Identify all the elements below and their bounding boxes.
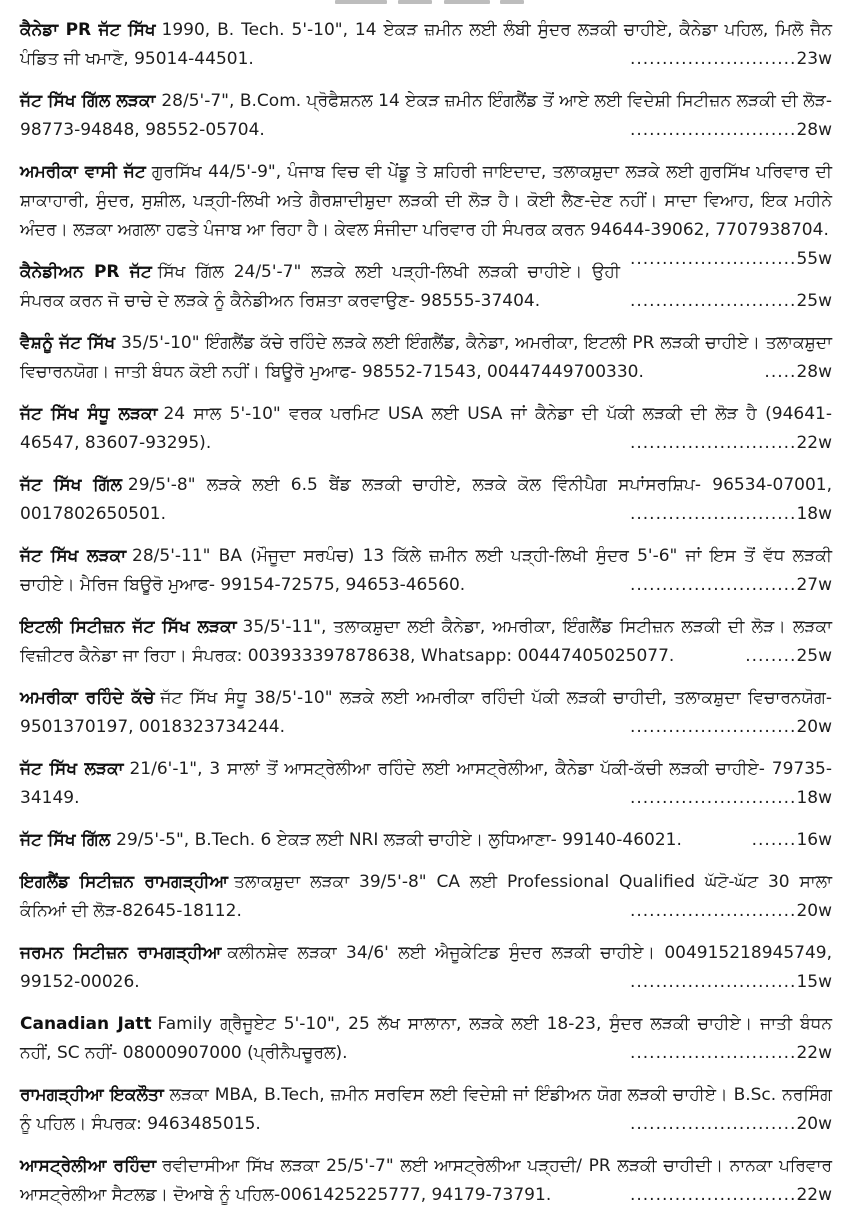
word-count	[754, 358, 832, 387]
dot-leader: ..........................	[629, 433, 797, 453]
word-count	[620, 116, 832, 145]
dot-leader: ..........................	[629, 1114, 797, 1134]
dot-leader: ..........................	[629, 717, 797, 737]
ad-lead: ਰਾਮਗੜ੍ਹੀਆ ਇਕਲੌਤਾ	[20, 1085, 164, 1105]
classified-ad	[20, 1010, 832, 1068]
ad-lead: ਜੱਟ ਸਿੱਖ ਲੜਕਾ	[20, 546, 127, 566]
ad-lead: ਜੱਟ ਸਿੱਖ ਗਿੱਲ ਲੜਕਾ	[20, 91, 156, 111]
word-count-value: 22w	[796, 433, 832, 453]
word-count	[620, 1039, 832, 1068]
dot-leader: .......	[751, 830, 797, 850]
word-count	[620, 1181, 832, 1210]
ad-body: ਤਲਾਕਸ਼ੁਦਾ ਲੜਕਾ 39/5'-8" CA ਲਈ Professional Qualified ਘੱਟੋ-ਘੱਟ 30 ਸਾਲਾ ਕੰਨਿਆਂ ਦੀ ਲੋੜ-82645-18112.	[20, 872, 833, 921]
classified-ad	[20, 329, 832, 387]
ad-body: 35/5'-10" ਇੰਗਲੈਂਡ ਕੱਚੇ ਰਹਿੰਦੇ ਲੜਕੇ ਲਈ ਇੰਗਲੈਂਡ, ਕੈਨੇਡਾ, ਅਮਰੀਕਾ, ਇਟਲੀ PR ਲੜਕੀ ਚਾਹੀਏ। ਤਲਾਕਸ਼ੁਦਾ ਵਿਚਾਰਨਯੋਗ। ਜਾਤੀ ਬੰਧਨ ਕੋਈ ਨਹੀਂ। ਬਿਊਰੋ ਮੁਆਫ- 98552-71543, 00447449700330.	[20, 333, 832, 382]
ad-lead: ਜਰਮਨ ਸਿਟੀਜ਼ਨ ਰਾਮਗੜ੍ਹੀਆ	[20, 943, 222, 963]
ad-lead: ਕੈਨੇਡਾ PR ਜੱਟ ਸਿੱਖ	[20, 20, 156, 40]
dot-leader: ..........................	[629, 504, 797, 524]
word-count	[620, 245, 832, 274]
word-count-value: 22w	[796, 1185, 832, 1205]
dot-leader: ..........................	[629, 249, 797, 269]
word-count-value: 18w	[796, 788, 832, 808]
ad-body: 28/5'-11" BA (ਮੌਜੂਦਾ ਸਰਪੰਚ) 13 ਕਿੱਲੇ ਜ਼ਮੀਨ ਲਈ ਪੜ੍ਹੀ-ਲਿਖੀ ਸੁੰਦਰ 5'-6" ਜਾਂ ਇਸ ਤੋਂ ਵੱਧ ਲੜਕੀ ਚਾਹੀਏ। ਮੈਰਿਜ ਬਿਊਰੋ ਮੁਆਫ- 99154-72575, 94653-46560.	[20, 546, 832, 595]
ad-body: 29/5'-5", B.Tech. 6 ਏਕੜ ਲਈ NRI ਲੜਕੀ ਚਾਹੀਏ। ਲੁਧਿਆਣਾ- 99140-46021.	[116, 830, 682, 850]
classified-ad	[20, 868, 832, 926]
word-count	[620, 45, 832, 74]
word-count-value: 16w	[796, 830, 832, 850]
classified-ad	[20, 542, 832, 600]
word-count-value: 25w	[796, 291, 832, 311]
word-count	[742, 826, 832, 855]
word-count-value: 22w	[796, 1043, 832, 1063]
ad-body: ਕਲੀਨਸ਼ੇਵ ਲੜਕਾ 34/6' ਲਈ ਐਜੂਕੇਟਿਡ ਸੁੰਦਰ ਲੜਕੀ ਚਾਹੀਏ। 004915218945749, 99152-00026.	[20, 943, 832, 992]
classified-ad	[20, 16, 832, 74]
ad-lead: ਜੱਟ ਸਿੱਖ ਗਿੱਲ	[20, 830, 111, 850]
ad-body: ਸਿੱਖ ਗਿੱਲ 24/5'-7" ਲੜਕੇ ਲਈ ਪੜ੍ਹੀ-ਲਿਖੀ ਲੜਕੀ ਚਾਹੀਏ। ਉਹੀ ਸੰਪਰਕ ਕਰਨ ਜੋ ਚਾਚੇ ਦੇ ਲੜਕੇ ਨੂੰ ਕੈਨੇਡੀਅਨ ਰਿਸ਼ਤਾ ਕਰਵਾਉਣ- 98555-37404.	[20, 262, 620, 311]
ad-body: 1990, B. Tech. 5'-10", 14 ਏਕੜ ਜ਼ਮੀਨ ਲਈ ਲੰਬੀ ਸੁੰਦਰ ਲੜਕੀ ਚਾਹੀਏ, ਕੈਨੇਡਾ ਪਹਿਲ, ਮਿਲੋ ਜੈਨ ਪੰਡਿਤ ਜੀ ਖਮਾਣੋ, 95014-44501.	[20, 20, 832, 69]
ad-lead: ਜੱਟ ਸਿੱਖ ਲੜਕਾ	[20, 759, 124, 779]
dot-leader: ..........................	[629, 120, 797, 140]
word-count-value: 20w	[796, 1114, 832, 1134]
dot-leader: ..........................	[629, 972, 797, 992]
classified-ad	[20, 158, 832, 269]
word-count-value: 18w	[796, 504, 832, 524]
ad-lead: ਜੱਟ ਸਿੱਖ ਗਿੱਲ	[20, 475, 122, 495]
word-count	[620, 1110, 832, 1139]
ad-body: 24 ਸਾਲ 5'-10" ਵਰਕ ਪਰਮਿਟ USA ਲਈ USA ਜਾਂ ਕੈਨੇਡਾ ਦੀ ਪੱਕੀ ਲੜਕੀ ਦੀ ਲੋੜ ਹੈ (94641-46547, 83607-93295).	[20, 404, 832, 453]
word-count	[620, 968, 832, 997]
ad-body: Family ਗ੍ਰੈਜੂਏਟ 5'-10", 25 ਲੱਖ ਸਾਲਾਨਾ, ਲੜਕੇ ਲਈ 18-23, ਸੁੰਦਰ ਲੜਕੀ ਚਾਹੀਏ। ਜਾਤੀ ਬੰਧਨ ਨਹੀਂ, SC ਨਹੀਂ- 08000907000 (ਪ੍ਰੀਨੈਪਚੂਰਲ).	[20, 1014, 833, 1063]
ad-body: 35/5'-11", ਤਲਾਕਸ਼ੁਦਾ ਲਈ ਕੈਨੇਡਾ, ਅਮਰੀਕਾ, ਇੰਗਲੈਂਡ ਸਿਟੀਜ਼ਨ ਲੜਕੀ ਦੀ ਲੋੜ। ਲੜਕਾ ਵਿਜ਼ੀਟਰ ਕੈਨੇਡਾ ਜਾ ਰਿਹਾ। ਸੰਪਰਕ: 003933397878638, Whatsapp: 00447405025077.	[20, 617, 832, 666]
dot-leader: ..........................	[629, 901, 797, 921]
ad-lead: ਇਟਲੀ ਸਿਟੀਜ਼ਨ ਜੱਟ ਸਿੱਖ ਲੜਕਾ	[20, 617, 237, 637]
word-count-value: 27w	[796, 575, 832, 595]
word-count	[620, 784, 832, 813]
classified-ad	[20, 471, 832, 529]
dot-leader: ..........................	[629, 291, 797, 311]
word-count-value: 28w	[796, 362, 832, 382]
word-count	[620, 287, 832, 316]
ad-body: 28/5'-7", B.Com. ਪ੍ਰੋਫੈਸ਼ਨਲ 14 ਏਕੜ ਜ਼ਮੀਨ ਇੰਗਲੈਂਡ ਤੋਂ ਆਏ ਲਈ ਵਿਦੇਸ਼ੀ ਸਿਟੀਜ਼ਨ ਲੜਕੀ ਦੀ ਲੋੜ- 98773-94848, 98552-05704.	[20, 91, 832, 140]
ad-body: ਗੁਰਸਿੱਖ 44/5'-9", ਪੰਜਾਬ ਵਿਚ ਵੀ ਪੇਂਡੂ ਤੇ ਸ਼ਹਿਰੀ ਜਾਇਦਾਦ, ਤਲਾਕਸ਼ੁਦਾ ਲੜਕੇ ਲਈ ਗੁਰਸਿੱਖ ਪਰਿਵਾਰ ਦੀ ਸ਼ਾਕਾਹਾਰੀ, ਸੁੰਦਰ, ਸੁਸ਼ੀਲ, ਪੜ੍ਹੀ-ਲਿਖੀ ਅਤੇ ਗੈਰਸ਼ਾਦੀਸ਼ੁਦਾ ਲੜਕੀ ਦੀ ਲੋੜ ਹੈ। ਕੋਈ ਲੈਣ-ਦੇਣ ਨਹੀਂ। ਸਾਦਾ ਵਿਆਹ, ਇਕ ਮਹੀਨੇ ਅੰਦਰ। ਲੜਕਾ ਅਗਲਾ ਹਫਤੇ ਪੰਜਾਬ ਆ ਰਿਹਾ ਹੈ। ਕੇਵਲ ਸੰਜੀਦਾ ਪਰਿਵਾਰ ਹੀ ਸੰਪਰਕ ਕਰਨ 94644-39062, 7707938704.	[20, 162, 832, 240]
classified-ad	[20, 1081, 832, 1139]
word-count-value: 20w	[796, 717, 832, 737]
classified-ad	[20, 939, 832, 997]
word-count-value: 25w	[796, 646, 832, 666]
ad-body: 29/5'-8" ਲੜਕੇ ਲਈ 6.5 ਬੈਂਡ ਲੜਕੀ ਚਾਹੀਏ, ਲੜਕੇ ਕੋਲ ਵਿੰਨੀਪੈਗ ਸਪਾਂਸਰਸ਼ਿਪ- 96534-07001, 0017802650501.	[20, 475, 832, 524]
ad-lead: ਅਮਰੀਕਾ ਰਹਿੰਦੇ ਕੱਚੇ	[20, 688, 155, 708]
ad-lead: ਅਮਰੀਕਾ ਵਾਸੀ ਜੱਟ	[20, 162, 146, 182]
dot-leader: ..........................	[629, 788, 797, 808]
dot-leader: ..........................	[629, 575, 797, 595]
ad-body: ਰਵੀਦਾਸੀਆ ਸਿੱਖ ਲੜਕਾ 25/5'-7" ਲਈ ਆਸਟ੍ਰੇਲੀਆ ਪੜ੍ਹਦੀ/ PR ਲੜਕੀ ਚਾਹੀਦੀ। ਨਾਨਕਾ ਪਰਿਵਾਰ ਆਸਟ੍ਰੇਲੀਆ ਸੈਟਲਡ। ਦੋਆਬੇ ਨੂੰ ਪਹਿਲ-0061425225777, 94179-73791.	[20, 1156, 832, 1205]
word-count-value: 15w	[796, 972, 832, 992]
dot-leader: .....	[764, 362, 797, 382]
word-count	[620, 429, 832, 458]
classified-ad	[20, 1152, 832, 1210]
ad-lead: ਜੱਟ ਸਿੱਖ ਸੰਧੂ ਲੜਕਾ	[20, 404, 158, 424]
classified-ad	[20, 826, 832, 855]
ad-lead: Canadian Jatt	[20, 1014, 152, 1034]
word-count	[620, 897, 832, 926]
ad-lead: ਇਗਲੈਂਡ ਸਿਟੀਜ਼ਨ ਰਾਮਗੜ੍ਹੀਆ	[20, 872, 229, 892]
ad-body: 21/6'-1", 3 ਸਾਲਾਂ ਤੋਂ ਆਸਟ੍ਰੇਲੀਆ ਰਹਿੰਦੇ ਲਈ ਆਸਟ੍ਰੇਲੀਆ, ਕੈਨੇਡਾ ਪੱਕੀ-ਕੱਚੀ ਲੜਕੀ ਚਾਹੀਏ- 79735-34149.	[20, 759, 832, 808]
ad-lead: ਕੈਨੇਡੀਅਨ PR ਜੱਟ	[20, 262, 152, 282]
ad-lead: ਵੈਸ਼ਨੂੰ ਜੱਟ ਸਿੱਖ	[20, 333, 116, 353]
dot-leader: ..........................	[629, 1043, 797, 1063]
word-count-value: 28w	[796, 120, 832, 140]
classified-ad	[20, 755, 832, 813]
ad-lead: ਆਸਟ੍ਰੇਲੀਆ ਰਹਿੰਦਾ	[20, 1156, 157, 1176]
dot-leader: ........	[745, 646, 797, 666]
ad-body: ਲੜਕਾ MBA, B.Tech, ਜ਼ਮੀਨ ਸਰਵਿਸ ਲਈ ਵਿਦੇਸ਼ੀ ਜਾਂ ਇੰਡੀਅਨ ਯੋਗ ਲੜਕੀ ਚਾਹੀਏ। B.Sc. ਨਰਸਿੰਗ ਨੂੰ ਪਹਿਲ। ਸੰਪਰਕ: 9463485015.	[20, 1085, 832, 1134]
word-count-value: 23w	[796, 49, 832, 69]
classified-ad	[20, 400, 832, 458]
dot-leader: ..........................	[629, 1185, 797, 1205]
classified-ad	[20, 684, 832, 742]
ad-body: ਜੱਟ ਸਿੱਖ ਸੰਧੂ 38/5'-10" ਲੜਕੇ ਲਈ ਅਮਰੀਕਾ ਰਹਿੰਦੀ ਪੱਕੀ ਲੜਕੀ ਚਾਹੀਦੀ, ਤਲਾਕਸ਼ੁਦਾ ਵਿਚਾਰਨਯੋਗ- 9501370197, 0018323734244.	[20, 688, 832, 737]
word-count-value: 20w	[796, 901, 832, 921]
dot-leader: ..........................	[629, 49, 797, 69]
cropped-headline-remnant	[0, 0, 850, 6]
classified-ad	[20, 613, 832, 671]
word-count	[620, 571, 832, 600]
word-count-value: 55w	[796, 249, 832, 269]
classified-ad	[20, 87, 832, 145]
word-count	[620, 500, 832, 529]
word-count	[735, 642, 832, 671]
word-count	[620, 713, 832, 742]
